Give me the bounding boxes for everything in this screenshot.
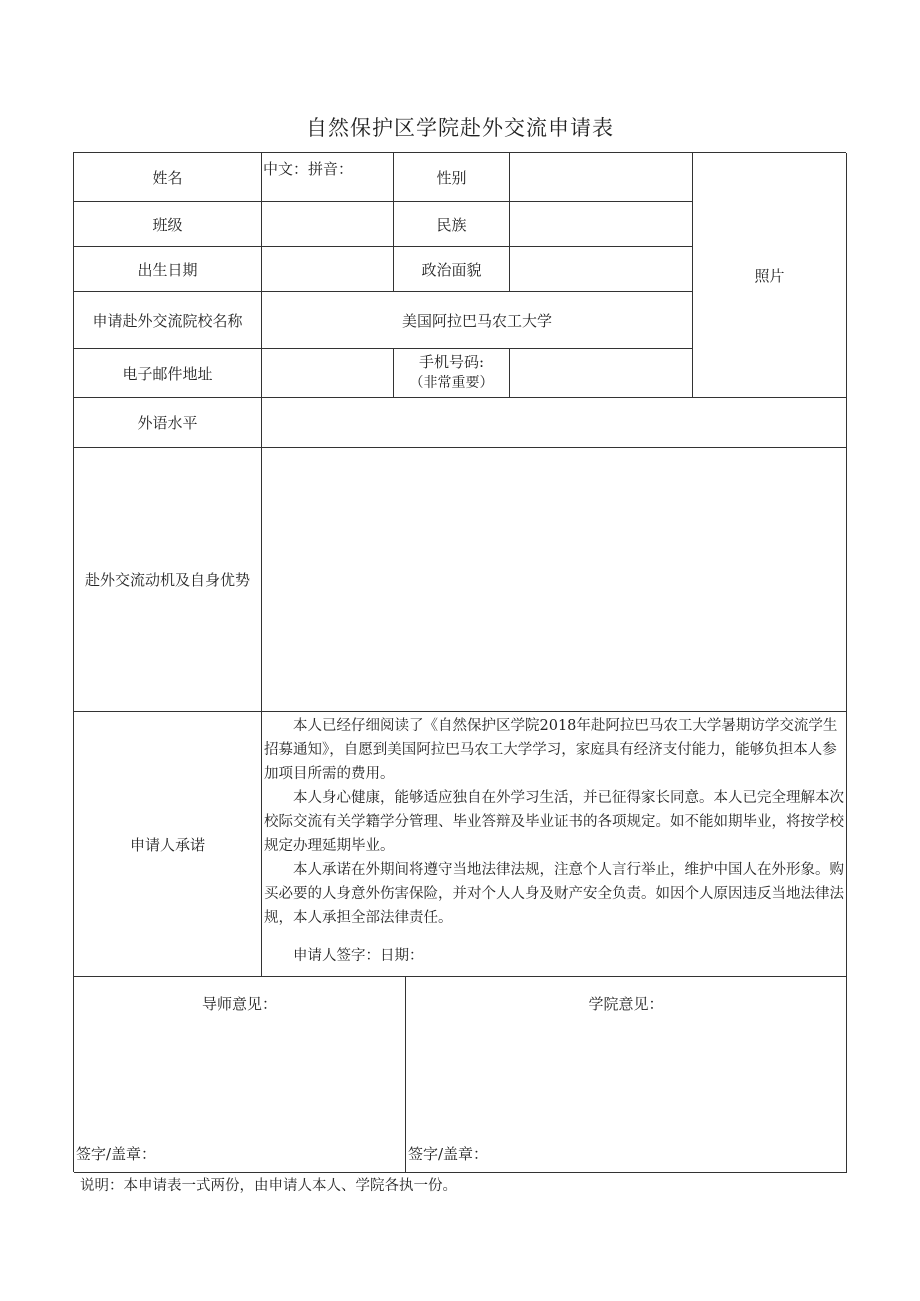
gender-field[interactable] <box>510 153 693 202</box>
phone-label: 手机号码: <box>418 353 485 371</box>
language-label: 外语水平 <box>74 398 262 448</box>
birth-date-field[interactable] <box>262 247 394 292</box>
application-form-table <box>73 152 846 1172</box>
politics-label: 政治面貌 <box>394 247 510 292</box>
pledge-paragraph-1: 本人已经仔细阅读了《自然保护区学院2018年赴阿拉巴马农工大学暑期访学交流学生招募通知》，自愿到美国阿拉巴马农工大学学习，家庭具有经济支付能力，能够负担本人参加项目所需的费用。 <box>264 718 838 782</box>
advisor-opinion-box[interactable] <box>74 977 406 1173</box>
ethnicity-label: 民族 <box>394 202 510 247</box>
language-field[interactable] <box>262 398 847 448</box>
pledge-text <box>262 712 847 977</box>
school-label: 申请赴外交流院校名称 <box>74 292 262 349</box>
college-opinion-box[interactable] <box>406 977 847 1173</box>
school-value[interactable]: 美国阿拉巴马农工大学 <box>262 292 693 349</box>
gender-label: 性别 <box>394 153 510 202</box>
pledge-paragraph-3: 本人承诺在外期间将遵守当地法律法规，注意个人言行举止，维护中国人在外形象。购买必要的人身意外伤害保险，并对个人人身及财产安全负责。如因个人原因违反当地法律法规，本人承担全部法律责任。 <box>264 862 844 926</box>
phone-note: （非常重要） <box>409 375 494 391</box>
phone-field[interactable] <box>510 349 693 398</box>
pledge-signature-line[interactable]: 申请人签字：日期： <box>293 948 424 964</box>
name-label: 姓名 <box>74 153 262 202</box>
photo-box[interactable]: 照片 <box>693 153 847 398</box>
class-field[interactable] <box>262 202 394 247</box>
email-label: 电子邮件地址 <box>74 349 262 398</box>
class-label: 班级 <box>74 202 262 247</box>
advisor-opinion-label: 导师意见： <box>201 995 277 1013</box>
footnote: 说明：本申请表一式两份，由申请人本人、学院各执一份。 <box>80 1178 457 1194</box>
form-title: 自然保护区学院赴外交流申请表 <box>306 116 614 140</box>
motivation-field[interactable] <box>262 448 847 712</box>
politics-field[interactable] <box>510 247 693 292</box>
phone-label-cell <box>394 349 510 398</box>
college-signature-label: 签字/盖章： <box>408 1145 489 1163</box>
birth-date-label: 出生日期 <box>74 247 262 292</box>
college-opinion-label: 学院意见： <box>588 995 664 1013</box>
motivation-label: 赴外交流动机及自身优势 <box>74 448 262 712</box>
email-field[interactable] <box>262 349 394 398</box>
name-hint: 中文：拼音： <box>263 160 354 178</box>
pledge-paragraph-2: 本人身心健康，能够适应独自在外学习生活，并已征得家长同意。本人已完全理解本次校际交流有关学籍学分管理、毕业答辩及毕业证书的各项规定。如不能如期毕业，将按学校规定办理延期毕业。 <box>264 790 844 854</box>
pledge-label: 申请人承诺 <box>74 712 262 977</box>
name-field[interactable] <box>262 153 394 202</box>
advisor-signature-label: 签字/盖章： <box>76 1145 157 1163</box>
ethnicity-field[interactable] <box>510 202 693 247</box>
